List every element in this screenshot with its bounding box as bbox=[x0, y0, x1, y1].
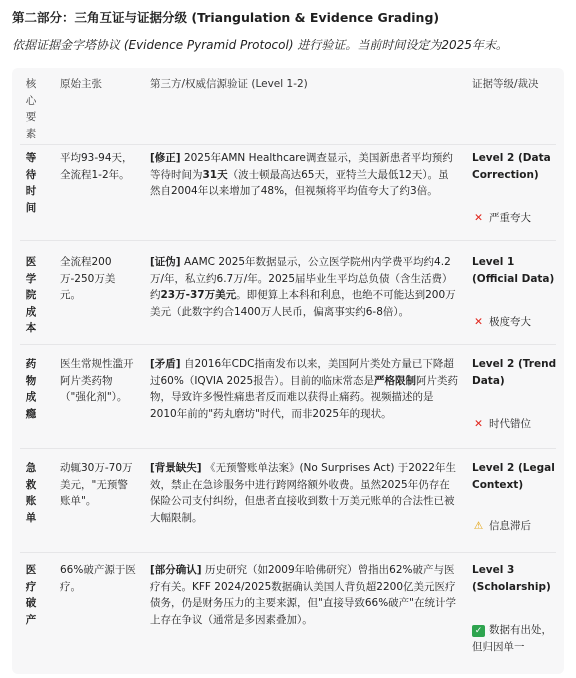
row-divider bbox=[20, 448, 556, 449]
verdict: ⚠ 信息滞后 bbox=[472, 518, 560, 535]
evidence-grade: Level 2 (Trend Data) bbox=[472, 358, 557, 387]
row-key: 急救账单 bbox=[25, 462, 37, 524]
verification-tag: [部分确认] bbox=[150, 564, 202, 576]
row-claim: 平均93-94天，全流程1-2年。 bbox=[60, 152, 133, 181]
row-verification: [背景缺失] 《无预警账单法案》(No Surprises Act) 于2022年生效，禁止在急诊服务中进行跨网络额外收费。虽然2025年仍存在保险公司支付纠纷，但患者直接收到数十万美元账单的合法性已被大幅限制。 bbox=[150, 462, 456, 524]
evidence-grade: Level 2 (Data Correction) bbox=[472, 152, 551, 181]
x-mark-icon: ✕ bbox=[474, 418, 483, 430]
row-key: 医疗破产 bbox=[25, 564, 37, 626]
header-grade: 证据等级/裁决 bbox=[472, 78, 539, 90]
evidence-table bbox=[12, 68, 564, 674]
row-verification: [矛盾] 自2016年CDC指南发布以来，美国阿片类处方量已下降超过60%（IQVIA 2025报告）。目前的临床常态是严格限制阿片类药物，导致许多慢性痛患者反而难以获得止痛药。视频描述的是2010年前的"药丸磨坊"时代，而非2025年的现状。 bbox=[150, 358, 458, 420]
row-key: 医学院成本 bbox=[25, 256, 37, 334]
header-key: 核心要素 bbox=[25, 78, 37, 140]
header-claim: 原始主张 bbox=[60, 78, 102, 90]
verdict: ✕ 极度夸大 bbox=[472, 314, 560, 331]
row-key: 等待时间 bbox=[25, 152, 37, 214]
check-mark-icon: ✓ bbox=[472, 625, 485, 637]
row-divider bbox=[20, 240, 556, 241]
header-verify: 第三方/权威信源验证 (Level 1-2) bbox=[150, 78, 308, 90]
row-verification: [证伪] AAMC 2025年数据显示，公立医学院州内学费平均约4.2万/年，私立约6.7万/年。2025届毕业生平均总负债（含生活费）约23万-37万美元。即便算上本科和利息，也绝不可能达到200万美元（此数字约合1400万人民币，偏离事实约6-8倍）。 bbox=[150, 256, 456, 318]
row-claim: 医生常规性滥开阿片类药物（"强化剂"）。 bbox=[60, 358, 134, 403]
row-divider bbox=[20, 552, 556, 553]
verification-tag: [背景缺失] bbox=[150, 462, 202, 474]
verdict: ✕ 严重夸大 bbox=[472, 210, 560, 227]
row-claim: 66%破产源于医疗。 bbox=[60, 564, 136, 593]
verdict: ✕ 时代错位 bbox=[472, 416, 560, 433]
row-divider bbox=[20, 344, 556, 345]
x-mark-icon: ✕ bbox=[474, 212, 483, 224]
verdict: ✓ 数据有出处，但归因单一 bbox=[472, 624, 552, 653]
warning-icon: ⚠ bbox=[473, 520, 484, 532]
verification-tag: [修正] bbox=[150, 152, 181, 164]
row-claim: 全流程200万-250万美元。 bbox=[60, 256, 116, 301]
x-mark-icon: ✕ bbox=[474, 316, 483, 328]
evidence-grade: Level 2 (Legal Context) bbox=[472, 462, 555, 491]
intro-text: 依据证据金字塔协议 (Evidence Pyramid Protocol) 进行验证。当前时间设定为2025年末。 bbox=[12, 38, 508, 52]
section-heading: 第二部分：三角互证与证据分级 (Triangulation & Evidence Grading) bbox=[12, 10, 440, 25]
row-claim: 动辄30万-70万美元，"无预警账单"。 bbox=[60, 462, 133, 507]
row-key: 药物成瘾 bbox=[25, 358, 37, 420]
highlight-text: 严格限制 bbox=[373, 374, 416, 387]
evidence-grade: Level 3 (Scholarship) bbox=[472, 564, 551, 593]
row-divider bbox=[20, 144, 556, 145]
verification-tag: [证伪] bbox=[150, 256, 181, 268]
row-verification: [部分确认] 历史研究（如2009年哈佛研究）曾指出62%破产与医疗有关。KFF 2024/2025数据确认美国人背负超2200亿美元医疗债务，仍是财务压力的主要来源，但"直接导致66%破产"在统计学上存在争议（通常是多因素叠加）。 bbox=[150, 564, 456, 626]
row-verification: [修正] 2025年AMN Healthcare调查显示，美国新患者平均预约等待时间为31天（波士顿最高达65天，亚特兰大最低12天）。虽然自2004年以来增加了48%，但视频将平均值夸大了约3倍。 bbox=[150, 152, 453, 197]
verification-tag: [矛盾] bbox=[150, 358, 181, 370]
evidence-grade: Level 1 (Official Data) bbox=[472, 256, 555, 285]
highlight-text: 23万-37万美元 bbox=[160, 289, 237, 301]
highlight-text: 31天 bbox=[202, 168, 228, 181]
